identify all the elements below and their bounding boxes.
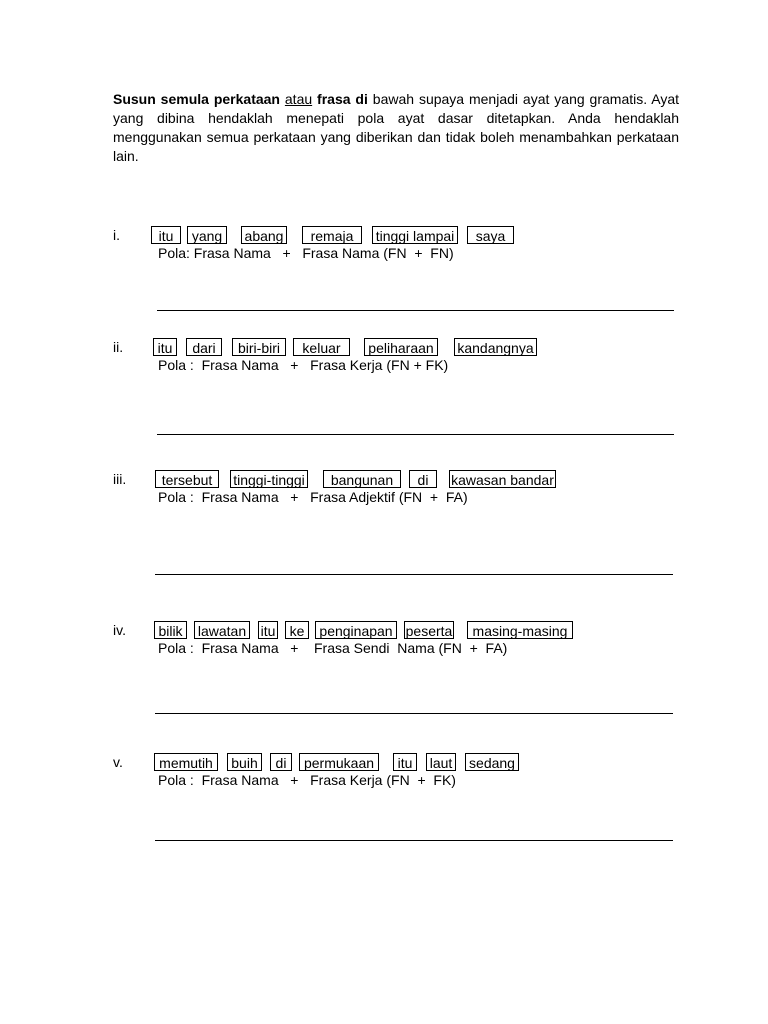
- pola-text: Pola : Frasa Nama + Frasa Kerja (FN + FK): [158, 772, 456, 788]
- word-box[interactable]: tinggi-tinggi: [230, 470, 308, 488]
- question-2: [113, 338, 678, 438]
- word-box[interactable]: di: [270, 753, 292, 771]
- word-box[interactable]: yang: [187, 226, 227, 244]
- word-box[interactable]: di: [409, 470, 437, 488]
- word-box[interactable]: laut: [426, 753, 456, 771]
- answer-line-4[interactable]: [155, 713, 673, 714]
- word-box[interactable]: penginapan: [315, 621, 397, 639]
- word-box[interactable]: tinggi lampai: [372, 226, 458, 244]
- word-box[interactable]: biri-biri: [232, 338, 286, 356]
- instructions: [113, 90, 679, 166]
- word-box[interactable]: bilik: [154, 621, 187, 639]
- question-4: [113, 621, 678, 721]
- word-box[interactable]: buih: [227, 753, 262, 771]
- word-box[interactable]: itu: [153, 338, 177, 356]
- question-1: [113, 226, 678, 326]
- pola-text: Pola : Frasa Nama + Frasa Sendi Nama (FN + FA): [158, 640, 508, 656]
- word-box[interactable]: lawatan: [194, 621, 250, 639]
- word-box[interactable]: memutih: [154, 753, 218, 771]
- question-numeral: iv.: [113, 622, 126, 638]
- question-numeral: ii.: [113, 339, 124, 355]
- word-box[interactable]: bangunan: [323, 470, 401, 488]
- answer-line-3[interactable]: [155, 574, 673, 575]
- word-box[interactable]: abang: [241, 226, 287, 244]
- instruction-underline: atau: [284, 91, 313, 107]
- word-box[interactable]: permukaan: [299, 753, 379, 771]
- word-box[interactable]: peliharaan: [364, 338, 438, 356]
- word-box[interactable]: dari: [186, 338, 222, 356]
- question-numeral: i.: [113, 227, 120, 243]
- word-box[interactable]: itu: [258, 621, 278, 639]
- answer-line-2[interactable]: [157, 434, 674, 435]
- word-box[interactable]: keluar: [293, 338, 350, 356]
- instruction-bold-1: Susun semula perkataan: [113, 91, 280, 107]
- word-box[interactable]: itu: [151, 226, 181, 244]
- instruction-bold-2: frasa: [317, 91, 351, 107]
- answer-line-5[interactable]: [155, 840, 673, 841]
- question-3: [113, 470, 678, 570]
- word-box[interactable]: itu: [393, 753, 417, 771]
- word-box[interactable]: tersebut: [155, 470, 219, 488]
- word-box[interactable]: ke: [285, 621, 309, 639]
- word-box[interactable]: remaja: [302, 226, 362, 244]
- instruction-text: bawah supaya menjadi ayat yang gramatis. Ayat yang dibina hendaklah menepati pola ayat dasar ditetapkan. Anda hendaklah menggunakan semua perkataan yang diberikan dan tidak boleh menambahkan perkataan lain.: [113, 91, 680, 164]
- pola-text: Pola : Frasa Nama + Frasa Kerja (FN + FK): [158, 357, 449, 373]
- question-numeral: v.: [113, 754, 123, 770]
- question-5: [113, 753, 678, 853]
- word-box[interactable]: kandangnya: [454, 338, 537, 356]
- pola-text: Pola : Frasa Nama + Frasa Adjektif (FN + FA): [158, 489, 468, 505]
- pola-text: Pola: Frasa Nama + Frasa Nama (FN + FN): [158, 245, 454, 261]
- word-box[interactable]: sedang: [465, 753, 519, 771]
- word-box[interactable]: kawasan bandar: [449, 470, 556, 488]
- word-box[interactable]: saya: [467, 226, 514, 244]
- word-box[interactable]: peserta: [405, 623, 453, 639]
- instruction-bold-3: di: [355, 91, 368, 107]
- word-box[interactable]: masing-masing: [467, 621, 573, 639]
- question-numeral: iii.: [113, 471, 127, 487]
- answer-line-1[interactable]: [157, 310, 674, 311]
